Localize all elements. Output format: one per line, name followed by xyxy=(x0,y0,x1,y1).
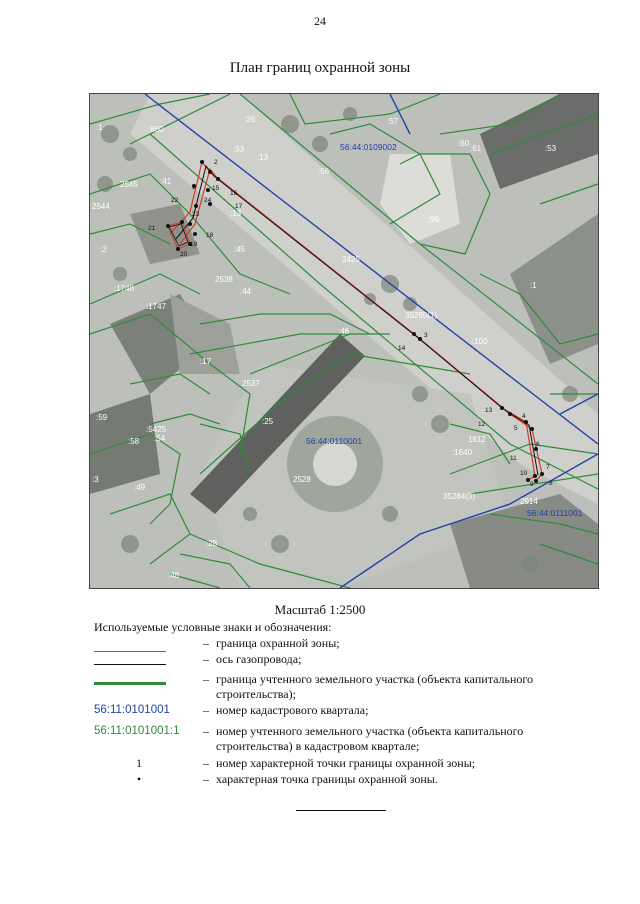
legend-dash: – xyxy=(203,703,209,717)
point-number: 9 xyxy=(530,481,534,488)
parcel-number-symbol: 56:11:0101001:1 xyxy=(94,725,180,737)
parcel-label: :49 xyxy=(134,483,146,492)
parcel-label: :1748 xyxy=(114,284,135,293)
parcel-label: :1 xyxy=(96,123,103,132)
parcel-label: :59 xyxy=(96,413,108,422)
point-number: 10 xyxy=(520,470,528,477)
page-number: 24 xyxy=(314,14,326,28)
quarter-label-2: 56:44:0110001 xyxy=(306,436,363,446)
parcel-label: :13 xyxy=(257,153,269,162)
point-number: 11 xyxy=(510,455,517,462)
legend-text-pipeline-axis: ось газопровода; xyxy=(216,652,302,666)
point-number: 20 xyxy=(180,251,188,258)
parcel-label: :100 xyxy=(472,337,488,346)
parcel-boundary-symbol xyxy=(94,676,170,690)
point-number: 22 xyxy=(171,197,179,204)
point-number: 2 xyxy=(214,159,218,166)
legend-dash: – xyxy=(203,652,209,666)
parcel-label: 2425 xyxy=(342,255,360,264)
point-number: 23 xyxy=(192,211,200,218)
pipeline-axis-symbol xyxy=(94,657,170,671)
parcel-label: :56 xyxy=(318,167,330,176)
point-number: 8 xyxy=(549,480,553,487)
parcel-label: :1640 xyxy=(452,448,473,457)
legend-dash: – xyxy=(203,636,209,650)
quarter-number-symbol: 56:11:0101001 xyxy=(94,704,170,716)
parcel-label: :28 xyxy=(206,539,218,548)
parcel-label: :25 xyxy=(262,417,274,426)
point-number: 5 xyxy=(514,425,518,432)
parcel-label: :1 xyxy=(530,281,537,290)
zone-boundary-symbol xyxy=(94,644,170,658)
quarter-label-3: 56:44:0111001 xyxy=(527,508,583,518)
parcel-label: :3 xyxy=(92,475,99,484)
legend-dash: – xyxy=(203,724,209,738)
parcel-label: :57 xyxy=(387,117,399,126)
parcel-label: :46 xyxy=(338,327,350,336)
parcel-label: 1612 xyxy=(468,435,486,444)
legend-text-zone-boundary: граница охранной зоны; xyxy=(216,636,340,650)
point-number: 13 xyxy=(485,407,493,414)
point-marker-symbol: • xyxy=(136,772,142,786)
parcel-label: 2545 xyxy=(120,180,138,189)
point-number: 18 xyxy=(206,232,214,239)
parcel-label: 2528 xyxy=(293,475,311,484)
parcel-label: :44 xyxy=(240,287,252,296)
zone-id-2: 35284(3) xyxy=(443,492,476,501)
parcel-label: :93 xyxy=(233,145,245,154)
parcel-label: 2538 xyxy=(215,275,233,284)
point-number: 6 xyxy=(536,441,540,448)
parcel-label: :61 xyxy=(470,144,482,153)
scale-label: Масштаб 1:2500 xyxy=(274,602,366,617)
legend-text-parcel-number: номер учтенного земельного участка (объекта капитального строительства) в кадастровом квартале; xyxy=(216,724,524,753)
parcel-label: :58 xyxy=(128,437,140,446)
point-number: 4 xyxy=(522,413,526,420)
parcel-label: 2544 xyxy=(92,202,110,211)
legend-dash: – xyxy=(203,672,209,686)
parcel-label: :96 xyxy=(428,215,440,224)
legend-dash: – xyxy=(203,772,209,786)
parcel-label: :5425 xyxy=(146,425,167,434)
legend-text-parcel-boundary: граница учтенного земельного участка (объекта капитального строительства); xyxy=(216,672,534,701)
point-number: 14 xyxy=(398,345,406,352)
point-number: 24 xyxy=(204,197,212,204)
parcel-label: :13 xyxy=(230,209,242,218)
parcel-label: :680 xyxy=(148,125,164,134)
point-number: 7 xyxy=(546,464,550,471)
site-plan-map[interactable] xyxy=(89,93,599,589)
parcel-label: :26 xyxy=(244,115,256,124)
point-number: 15 xyxy=(212,185,220,192)
legend-text-point-marker: характерная точка границы охранной зоны. xyxy=(216,772,438,786)
point-number-symbol: 1 xyxy=(136,756,142,770)
point-number: 3 xyxy=(424,332,428,339)
point-number: 12 xyxy=(478,421,486,428)
legend-text-point-number: номер характерной точки границы охранной зоны; xyxy=(216,756,476,770)
parcel-label: :41 xyxy=(160,177,172,186)
legend-dash: – xyxy=(203,756,209,770)
bottom-rule xyxy=(296,810,386,811)
parcel-label: 2537 xyxy=(242,379,260,388)
page-title: План границ охранной зоны xyxy=(229,60,411,76)
parcel-label: :48 xyxy=(168,571,180,580)
parcel-label: 2914 xyxy=(520,497,538,506)
point-number: 17 xyxy=(235,203,243,210)
legend-heading: Используемые условные знаки и обозначения: xyxy=(94,620,332,634)
aerial-map-svg xyxy=(90,94,598,588)
parcel-label: :17 xyxy=(200,357,212,366)
parcel-label: :1747 xyxy=(146,302,167,311)
quarter-label-1: 56:44:0109002 xyxy=(340,142,397,152)
point-number: 16 xyxy=(230,190,238,197)
point-number: 19 xyxy=(190,241,198,248)
point-number: 1 xyxy=(192,184,196,191)
legend-text-quarter-number: номер кадастрового квартала; xyxy=(216,703,369,717)
point-number: 21 xyxy=(148,225,156,232)
parcel-label: :45 xyxy=(234,245,246,254)
parcel-label: :60 xyxy=(458,139,470,148)
parcel-label: :54 xyxy=(154,434,166,443)
parcel-label: :53 xyxy=(545,144,557,153)
zone-id-1: 35295(1) xyxy=(405,311,438,320)
parcel-label: :2 xyxy=(100,245,107,254)
